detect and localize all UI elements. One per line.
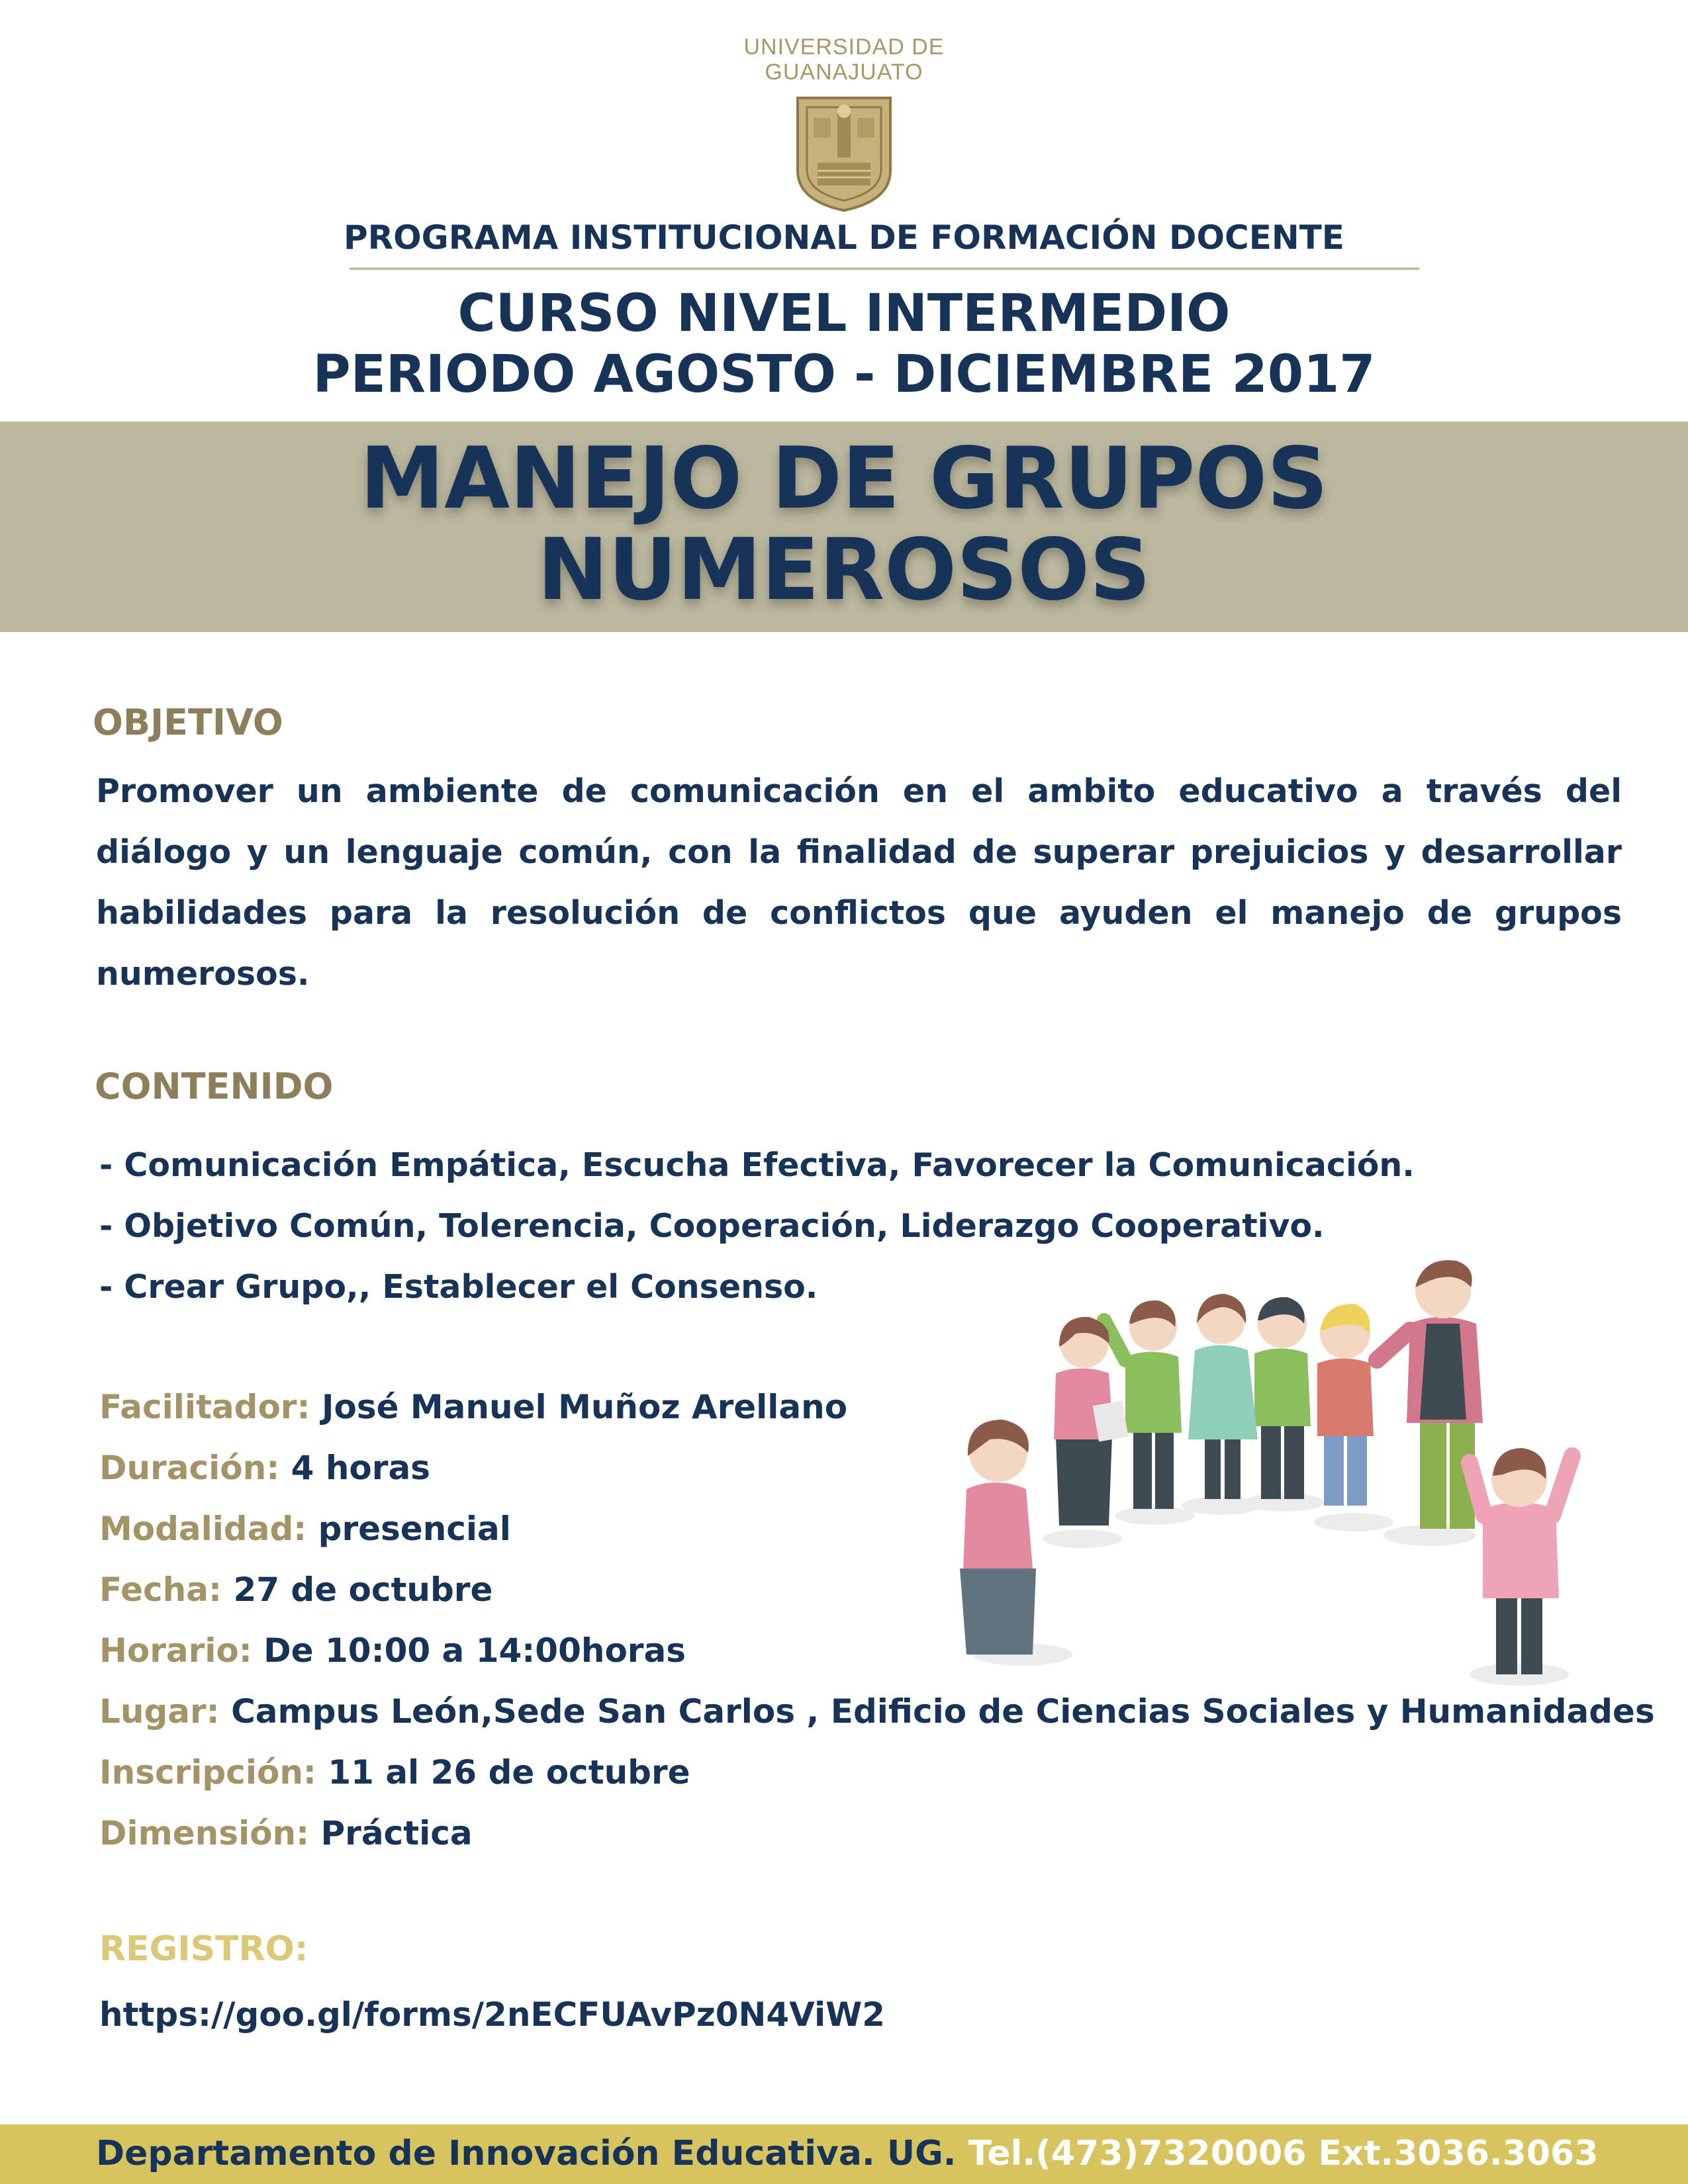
detail-label: Duración: — [99, 1449, 280, 1487]
registration-heading: REGISTRO: — [99, 1929, 308, 1969]
detail-facilitator — [99, 1377, 1635, 1437]
detail-location — [99, 1681, 1655, 1742]
university-name — [0, 34, 1688, 85]
footer-contact — [96, 2134, 1598, 2173]
detail-label: Dimensión: — [99, 1814, 310, 1852]
university-name-line2: GUANAJUATO — [765, 60, 923, 85]
detail-label: Fecha: — [99, 1570, 222, 1609]
program-title: PROGRAMA INSTITUCIONAL DE FORMACIÓN DOCENTE — [344, 218, 1344, 257]
detail-label: Inscripción: — [99, 1753, 316, 1792]
content-heading: CONTENIDO — [95, 1066, 334, 1107]
list-item: - Crear Grupo,, Establecer el Consenso. — [99, 1268, 818, 1306]
detail-duration — [99, 1437, 1635, 1498]
objective-text: Promover un ambiente de comunicación en el ambito educativo a través del diálogo y un lenguaje común, con la finalidad de superar prejuicios y desarrollar habilidades para la resolución de conflictos que ayuden el manejo de grupos numerosos. — [96, 772, 1622, 993]
detail-value: 11 al 26 de octubre — [328, 1753, 690, 1792]
detail-value: Campus León,Sede San Carlos , Edificio de Ciencias Sociales y Humanidades — [231, 1692, 1655, 1731]
detail-value: presencial — [318, 1510, 511, 1548]
detail-label: Modalidad: — [99, 1510, 307, 1548]
list-item: - Comunicación Empática, Escucha Efectiva, Favorecer la Comunicación. — [99, 1146, 1415, 1184]
main-title-line2: NUMEROSOS — [537, 521, 1151, 619]
detail-registration — [99, 1742, 1635, 1803]
detail-value: Práctica — [320, 1814, 473, 1852]
detail-label: Horario: — [99, 1631, 252, 1670]
detail-schedule — [99, 1620, 1635, 1681]
footer-department: Departamento de Innovación Educativa. UG. — [96, 2134, 968, 2173]
detail-value: José Manuel Muñoz Arellano — [321, 1388, 848, 1426]
university-name-line1: UNIVERSIDAD DE — [743, 34, 945, 60]
program-divider — [350, 267, 1419, 270]
detail-label: Facilitador: — [99, 1388, 310, 1426]
objective-heading: OBJETIVO — [93, 702, 283, 743]
detail-value: De 10:00 a 14:00horas — [263, 1631, 686, 1670]
detail-modality — [99, 1498, 1635, 1559]
detail-date — [99, 1559, 1635, 1620]
detail-value: 27 de octubre — [233, 1570, 493, 1609]
university-crest-logo — [791, 91, 897, 214]
course-level: CURSO NIVEL INTERMEDIO — [457, 284, 1231, 343]
detail-value: 4 horas — [291, 1449, 430, 1487]
course-heading — [0, 283, 1688, 405]
course-details — [99, 1377, 1655, 1864]
registration-link[interactable]: https://goo.gl/forms/2nECFUAvPz0N4ViW2 — [99, 1995, 886, 2034]
footer-phone: Tel.(473)7320006 Ext.3036.3063 — [968, 2134, 1599, 2173]
detail-dimension — [99, 1803, 1635, 1864]
main-title — [0, 430, 1688, 619]
list-item: - Objetivo Común, Tolerencia, Cooperación, Liderazgo Cooperativo. — [99, 1207, 1325, 1245]
course-period: PERIODO AGOSTO - DICIEMBRE 2017 — [312, 345, 1376, 404]
main-title-line1: MANEJO DE GRUPOS — [359, 430, 1329, 528]
detail-label: Lugar: — [99, 1692, 220, 1731]
